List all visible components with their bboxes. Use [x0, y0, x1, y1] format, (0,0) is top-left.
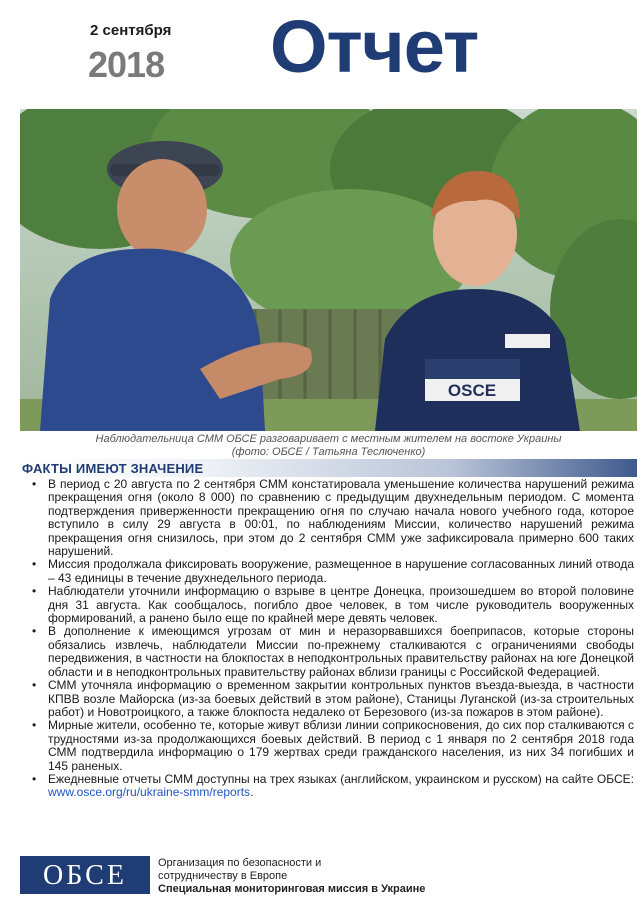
reports-suffix: .: [250, 785, 254, 800]
osce-logo: [20, 856, 150, 894]
fact-item: • Миссия продолжала фиксировать вооружение, размещенное в нарушение согласованных линий отвода – 43 единицы в течение двухнедельного периода.: [30, 558, 634, 585]
caption-line-2: (фото: ОБСЕ / Татьяна Теслюченко): [231, 446, 426, 458]
fact-item: • В период с 20 августа по 2 сентября СММ констатировала уменьшение количества нарушений режима прекращения огня (около 8 000) по сравнению с предыдущим двухнедельным периодом. С момента подтверждения приверженности прекращению огня по случаю начала нового учебного года, которое вступило в силу 29 августа в 00:01, по наблюдениям Миссии, количество нарушений режима прекращения огня снизилось, при этом до 2 сентября СММ уже зафиксировала примерно 600 таких нарушений.: [30, 478, 634, 558]
photo-caption: [20, 433, 637, 459]
section-title: ФАКТЫ ИМЕЮТ ЗНАЧЕНИЕ: [22, 461, 204, 476]
date-year: 2018: [88, 44, 165, 85]
org-line-1: Организация по безопасности и: [158, 857, 322, 869]
org-line-3: Специальная мониторинговая миссия в Украине: [158, 883, 426, 895]
osce-logo-text: ОБСЕ: [43, 860, 127, 891]
report-photo: [20, 109, 637, 431]
footer-organization: [158, 857, 425, 896]
date-day: 2 сентября: [90, 22, 172, 39]
caption-line-1: Наблюдательница СММ ОБСЕ разговаривает с местным жителем на востоке Украины: [95, 433, 562, 445]
reports-link[interactable]: www.osce.org/ru/ukraine-smm/reports: [48, 785, 251, 800]
fact-item: • В дополнение к имеющимся угрозам от мин и неразорвавшихся боеприпасов, которые стороны обязались извлечь, наблюдатели Миссии по-прежнему сталкиваются с ограничениями свободы передвижения, в частности на блокпостах в неподконтрольных правительству районах на юге Донецкой области и в неподконтрольных правительству районах вблизи границы с Российской Федерацией.: [30, 625, 634, 679]
facts-list: [30, 478, 634, 800]
fact-item: • СММ уточняла информацию о временном закрытии контрольных пунктов въезда-выезда, в частности КПВВ возле Майорска (из-за боевых действий в этом районе), Станицы Луганской (из-за строительных работ) и Новотроицкого, а также блокпоста недалеко от Березового (из-за пожаров в этом районе).: [30, 679, 634, 719]
vest-osce-text: OSCE: [447, 381, 497, 400]
fact-item: • Наблюдатели уточнили информацию о взрыве в центре Донецка, произошедшем во второй половине дня 31 августа. Как сообщалось, погибло двое человек, в том числе руководитель вооруженных формирований, а ранено было еще по крайней мере девять человек.: [30, 585, 634, 625]
reports-text: Ежедневные отчеты СММ доступны на трех языках (английском, украинском и русском) на сайте ОБСЕ:: [48, 771, 634, 786]
org-line-2: сотрудничеству в Европе: [158, 870, 288, 882]
page-title: Отчет: [270, 5, 479, 88]
fact-item-reports: [30, 773, 634, 800]
fact-item: • Мирные жители, особенно те, которые живут вблизи линии соприкосновения, до сих пор сталкиваются с трудностями из-за продолжающихся боевых действий. В период с 1 января по 2 сентября 2018 года СММ подтвердила информацию о 179 жертвах среди гражданского населения, из них 34 погибших и 145 раненых.: [30, 719, 634, 773]
